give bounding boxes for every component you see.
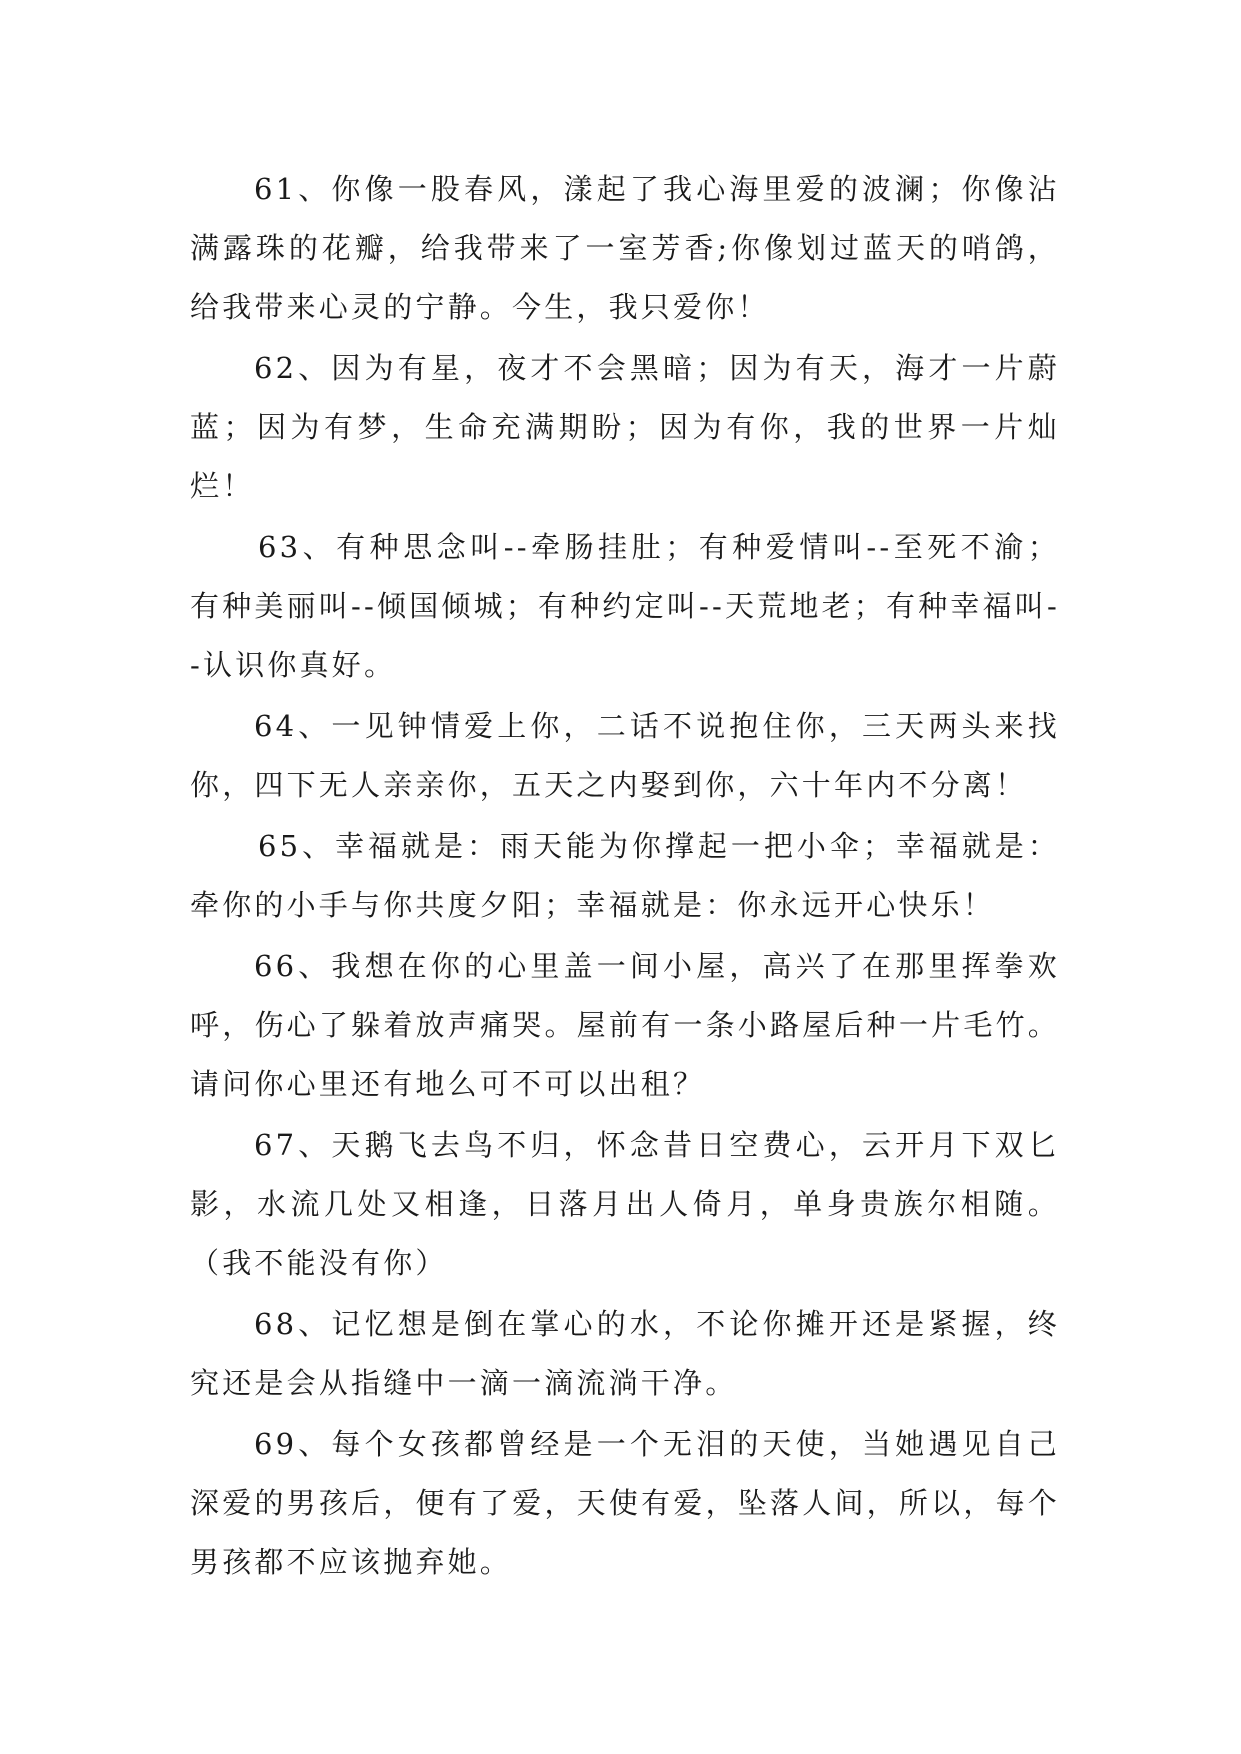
paragraph-65: 65、幸福就是：雨天能为你撑起一把小伞；幸福就是：牵你的小手与你共度夕阳；幸福就是：你永远开心快乐！ <box>190 829 1060 922</box>
paragraph-62: 62、因为有星，夜才不会黑暗；因为有天，海才一片蔚蓝；因为有梦，生命充满期盼；因为有你，我的世界一片灿烂！ <box>190 351 1060 503</box>
paragraph-68: 68、记忆想是倒在掌心的水，不论你摊开还是紧握，终究还是会从指缝中一滴一滴流淌干净。 <box>190 1307 1060 1400</box>
paragraph-64: 64、一见钟情爱上你，二话不说抱住你，三天两头来找你，四下无人亲亲你，五天之内娶到你，六十年内不分离！ <box>190 709 1060 802</box>
document-body <box>190 160 1060 1594</box>
paragraph-66: 66、我想在你的心里盖一间小屋，高兴了在那里挥拳欢呼，伤心了躲着放声痛哭。屋前有一条小路屋后种一片毛竹。请问你心里还有地么可不可以出租？ <box>190 949 1060 1101</box>
paragraph-61: 61、你像一股春风，漾起了我心海里爱的波澜；你像沾满露珠的花瓣，给我带来了一室芳香;你像划过蓝天的哨鸽，给我带来心灵的宁静。今生，我只爱你！ <box>190 172 1060 324</box>
paragraph-63: 63、有种思念叫--牵肠挂肚；有种爱情叫--至死不渝；有种美丽叫--倾国倾城；有种约定叫--天荒地老；有种幸福叫--认识你真好。 <box>190 530 1060 682</box>
paragraph-67: 67、天鹅飞去鸟不归，怀念昔日空费心，云开月下双匕影，水流几处又相逢，日落月出人倚月，单身贵族尔相随。（我不能没有你） <box>190 1128 1060 1280</box>
paragraph-69: 69、每个女孩都曾经是一个无泪的天使，当她遇见自己深爱的男孩后，便有了爱，天使有爱，坠落人间，所以，每个男孩都不应该抛弃她。 <box>190 1427 1060 1579</box>
